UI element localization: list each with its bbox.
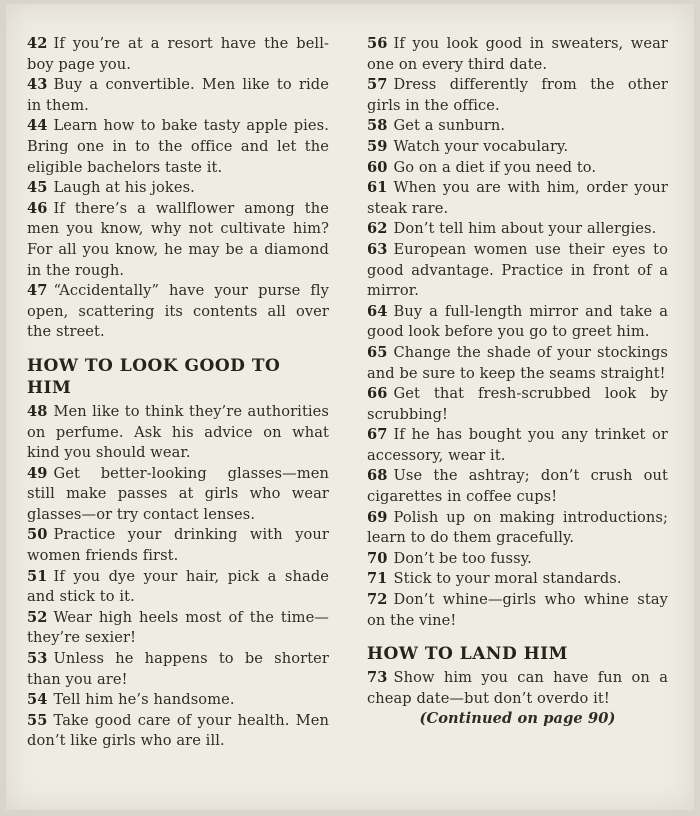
tip-text: If you’re at a resort have the bell-boy page you.	[27, 35, 329, 73]
tip-number: 54	[27, 691, 48, 709]
tip-number: 46	[27, 199, 48, 217]
continued-note: (Continued on page 90)	[419, 710, 616, 728]
tip-number: 67	[367, 426, 388, 444]
tip-item	[367, 590, 668, 631]
tip-number: 49	[27, 464, 48, 482]
tip-item	[27, 567, 329, 608]
tip-number: 68	[367, 467, 388, 485]
tip-item	[27, 34, 329, 75]
tip-text: Get a sunburn.	[393, 117, 506, 135]
section-heading-land-him: HOW TO LAND HIM	[367, 644, 568, 665]
left-tips-list	[27, 34, 329, 343]
section-heading-look-good: HOW TO LOOK GOOD TO HIM	[27, 355, 281, 398]
tip-text: Wear high heels most of the time—they’re sexier!	[27, 608, 329, 647]
tip-item	[367, 219, 668, 240]
tip-text: Tell him he’s handsome.	[53, 691, 235, 709]
tip-item	[367, 75, 668, 116]
tip-number: 60	[367, 158, 388, 176]
tip-item	[367, 240, 668, 302]
tip-number: 65	[367, 343, 388, 361]
tip-item	[27, 711, 329, 752]
tip-number: 61	[367, 179, 388, 197]
tip-item	[27, 199, 329, 281]
tip-text: “Accidentally” have your purse fly open, scattering its contents all over the street.	[27, 282, 329, 341]
tip-item	[367, 668, 668, 709]
right-column	[367, 34, 668, 730]
tip-text: Stick to your moral standards.	[393, 570, 622, 588]
tip-item	[27, 525, 329, 566]
tip-item	[367, 384, 668, 425]
tip-item	[27, 649, 329, 690]
tip-number: 71	[367, 570, 388, 588]
tip-item	[367, 569, 668, 590]
tip-text: Men like to think they’re authorities on perfume. Ask his advice on what kind you should wear.	[27, 402, 329, 462]
tip-text: If there’s a wallflower among the men you know, why not cultivate him? For all you know, he may be a diamond in the rough.	[27, 199, 329, 279]
tip-item	[367, 116, 668, 137]
tip-text: If you dye your hair, pick a shade and stick to it.	[27, 567, 329, 606]
tip-text: Don’t be too fussy.	[393, 549, 532, 567]
tip-text: Learn how to bake tasty apple pies. Bring one in to the office and let the eligible bachelors taste it.	[27, 117, 329, 176]
tip-text: If you look good in sweaters, wear one on every third date.	[367, 35, 668, 73]
tip-number: 63	[367, 240, 388, 258]
tip-number: 72	[367, 591, 388, 609]
tip-number: 53	[27, 650, 48, 668]
tip-number: 59	[367, 137, 388, 155]
tip-text: Don’t whine—girls who whine stay on the vine!	[367, 591, 668, 629]
tip-text: Dress differently from the other girls in the office.	[367, 76, 668, 114]
tip-number: 47	[27, 282, 48, 300]
left-tips-list-2	[27, 402, 329, 752]
tip-number: 56	[367, 35, 388, 52]
tip-item	[367, 34, 668, 75]
right-tips-list-2	[367, 668, 668, 709]
tip-text: Buy a full-length mirror and take a good look before you go to greet him.	[367, 302, 668, 341]
tip-item	[27, 690, 329, 711]
tip-number: 44	[27, 117, 48, 135]
tip-number: 50	[27, 526, 48, 544]
tip-item	[27, 75, 329, 116]
tip-text: Go on a diet if you need to.	[393, 158, 597, 176]
tip-text: Use the ashtray; don’t crush out cigarettes in coffee cups!	[367, 467, 668, 506]
tip-number: 73	[367, 669, 388, 687]
tip-number: 58	[367, 117, 388, 135]
tip-number: 66	[367, 385, 388, 403]
tip-text: Watch your vocabulary.	[393, 137, 569, 155]
tip-number: 62	[367, 220, 388, 238]
tip-item	[367, 158, 668, 179]
tip-number: 45	[27, 179, 48, 197]
tip-item	[367, 178, 668, 219]
tip-text: Get better-looking glasses—men still make passes at girls who wear glasses—or try contact lenses.	[27, 464, 329, 523]
tip-number: 64	[367, 302, 388, 320]
tip-number: 57	[367, 76, 388, 94]
tip-number: 52	[27, 608, 48, 626]
tip-item	[367, 302, 668, 343]
tip-text: Take good care of your health. Men don’t like girls who are ill.	[27, 711, 329, 750]
tip-item	[367, 466, 668, 507]
tip-item	[367, 549, 668, 570]
tip-item	[367, 343, 668, 384]
tip-text: European women use their eyes to good advantage. Practice in front of a mirror.	[367, 240, 668, 300]
tip-text: Don’t tell him about your allergies.	[393, 220, 657, 238]
right-tips-list	[367, 34, 668, 631]
tip-text: Buy a convertible. Men like to ride in them.	[27, 76, 329, 114]
tip-number: 43	[27, 76, 48, 94]
tip-item	[27, 116, 329, 178]
tip-text: Polish up on making introductions; learn to do them gracefully.	[367, 508, 668, 547]
tip-text: Get that fresh-scrubbed look by scrubbing!	[367, 385, 668, 423]
tip-number: 69	[367, 508, 388, 526]
tip-number: 70	[367, 549, 388, 567]
tip-item	[27, 178, 329, 199]
tip-text: Change the shade of your stockings and be sure to keep the seams straight!	[367, 343, 668, 382]
tip-text: Practice your drinking with your women friends first.	[27, 526, 329, 565]
tip-item	[27, 281, 329, 343]
tip-number: 48	[27, 402, 48, 420]
tip-item	[367, 137, 668, 158]
tip-item	[27, 402, 329, 464]
tip-text: If he has bought you any trinket or accessory, wear it.	[367, 426, 668, 464]
magazine-page	[6, 4, 694, 810]
tip-number: 42	[27, 35, 48, 52]
tip-text: Show him you can have fun on a cheap date—but don’t overdo it!	[367, 669, 668, 707]
tip-item	[27, 608, 329, 649]
tip-text: Laugh at his jokes.	[53, 179, 195, 197]
tip-number: 55	[27, 711, 48, 729]
tip-number: 51	[27, 567, 48, 585]
tip-item	[27, 464, 329, 526]
tip-item	[367, 425, 668, 466]
tip-text: When you are with him, order your steak rare.	[367, 179, 668, 217]
left-column	[27, 34, 329, 752]
tip-item	[367, 508, 668, 549]
tip-text: Unless he happens to be shorter than you are!	[27, 650, 329, 688]
